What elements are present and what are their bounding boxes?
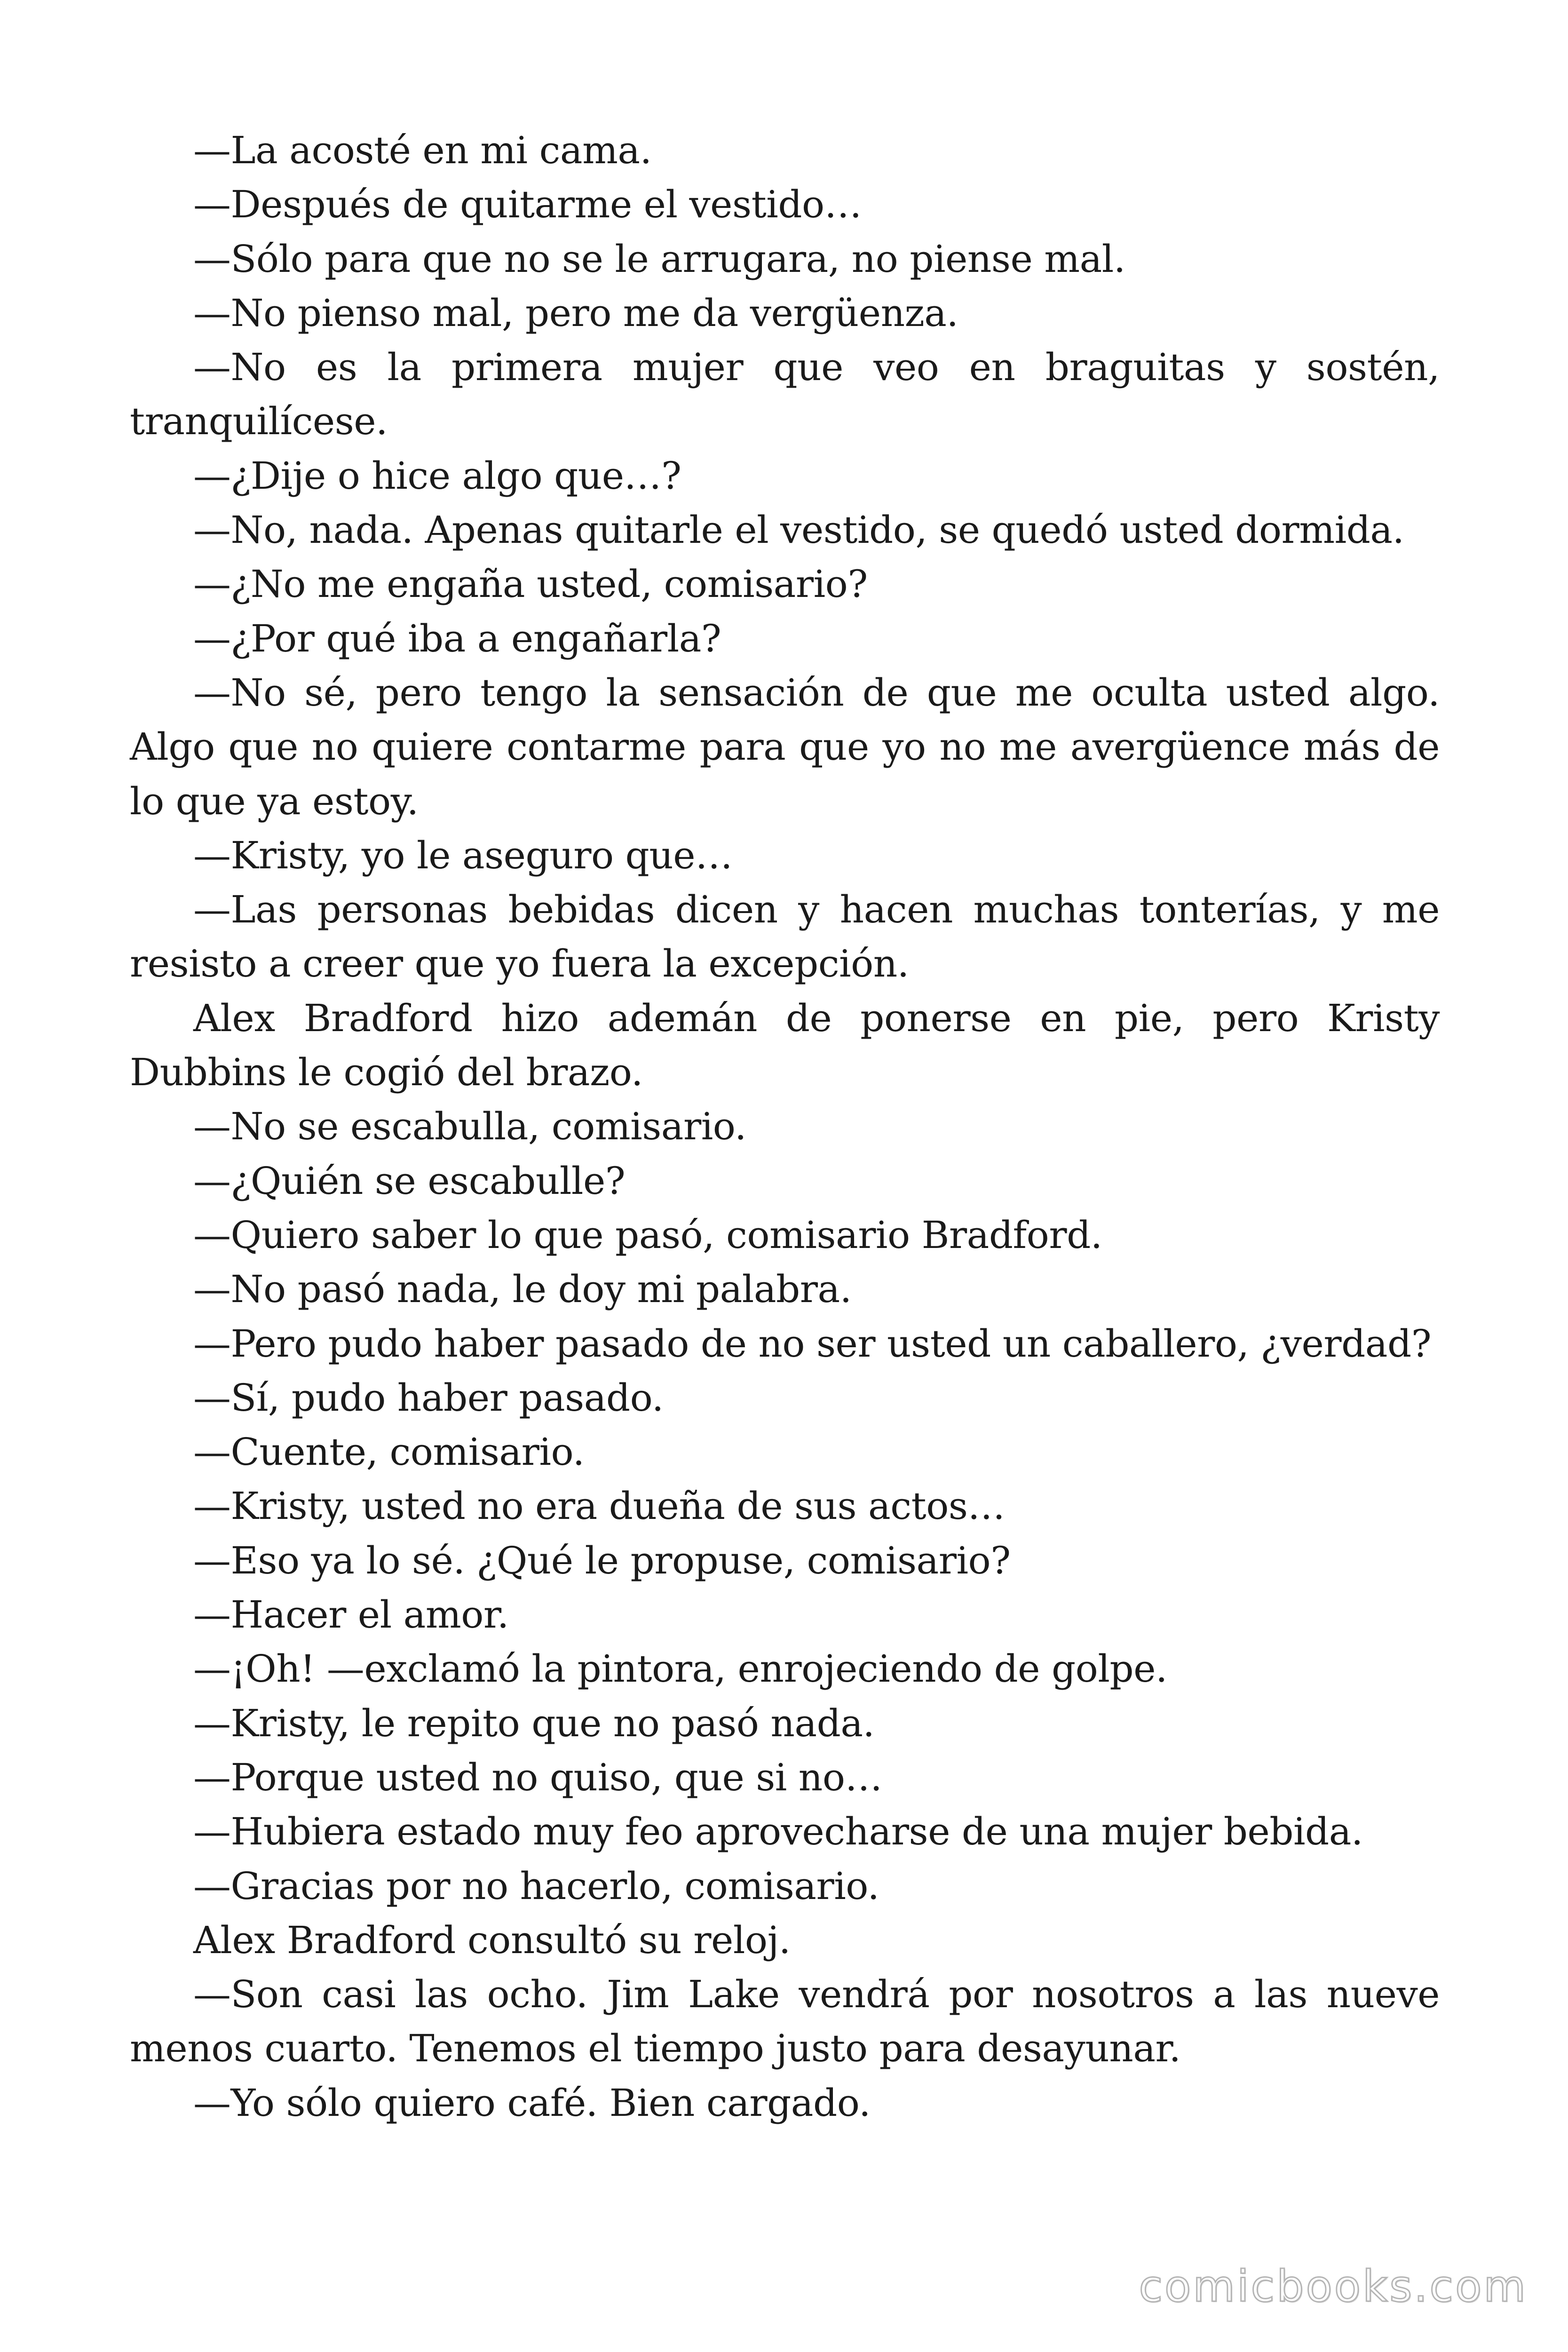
paragraph: —Sí, pudo haber pasado.: [193, 1375, 664, 1420]
paragraph: —¿No me engaña usted, comisario?: [193, 562, 868, 606]
paragraph: —Después de quitarme el vestido…: [193, 183, 862, 227]
paragraph: —No pienso mal, pero me da vergüenza.: [193, 291, 958, 335]
paragraph: —Yo sólo quiero café. Bien cargado.: [193, 2081, 871, 2125]
paragraph: —Gracias por no hacerlo, comisario.: [193, 1864, 879, 1908]
paragraph: —¿Quién se escabulle?: [193, 1159, 626, 1203]
paragraph: —Pero pudo haber pasado de no ser usted un caballero, ¿verdad?: [193, 1321, 1432, 1366]
paragraph: —Kristy, usted no era dueña de sus actos…: [193, 1484, 1005, 1528]
paragraph: —No es la primera mujer que veo en braguitas y sostén, tranquilícese.: [130, 345, 1440, 444]
paragraph: —Kristy, le repito que no pasó nada.: [193, 1701, 875, 1745]
paragraph: —No sé, pero tengo la sensación de que me oculta usted algo. Algo que no quiere contarme para que yo no me avergüence más de lo que ya estoy.: [130, 670, 1440, 823]
paragraph: —Sólo para que no se le arrugara, no piense mal.: [193, 237, 1125, 281]
page-body: [130, 123, 1440, 2130]
paragraph: —¿Dije o hice algo que…?: [193, 453, 681, 498]
paragraph: —No, nada. Apenas quitarle el vestido, se quedó usted dormida.: [193, 508, 1404, 552]
watermark: comicbooks.com: [1139, 2261, 1528, 2312]
paragraph: —Las personas bebidas dicen y hacen muchas tonterías, y me resisto a creer que yo fuera la excepción.: [130, 888, 1440, 986]
paragraph: —Quiero saber lo que pasó, comisario Bradford.: [193, 1213, 1102, 1257]
paragraph: —No se escabulla, comisario.: [193, 1104, 746, 1149]
paragraph: —Hacer el amor.: [193, 1593, 509, 1637]
paragraph: Alex Bradford hizo ademán de ponerse en pie, pero Kristy Dubbins le cogió del brazo.: [130, 996, 1440, 1095]
paragraph: —La acosté en mi cama.: [193, 128, 652, 172]
paragraph: —Eso ya lo sé. ¿Qué le propuse, comisario?: [193, 1538, 1011, 1582]
paragraph: —Cuente, comisario.: [193, 1430, 585, 1474]
paragraph: —Son casi las ocho. Jim Lake vendrá por nosotros a las nueve menos cuarto. Tenemos el tiempo justo para desayunar.: [130, 1972, 1440, 2071]
paragraph: Alex Bradford consultó su reloj.: [193, 1918, 791, 1962]
paragraph: —No pasó nada, le doy mi palabra.: [193, 1267, 852, 1311]
paragraph: —Kristy, yo le aseguro que…: [193, 833, 733, 877]
paragraph: —¿Por qué iba a engañarla?: [193, 616, 721, 660]
paragraph: —Porque usted no quiso, que si no…: [193, 1755, 882, 1799]
paragraph: —Hubiera estado muy feo aprovecharse de una mujer bebida.: [193, 1810, 1363, 1854]
paragraph: —¡Oh! —exclamó la pintora, enrojeciendo de golpe.: [193, 1647, 1167, 1691]
